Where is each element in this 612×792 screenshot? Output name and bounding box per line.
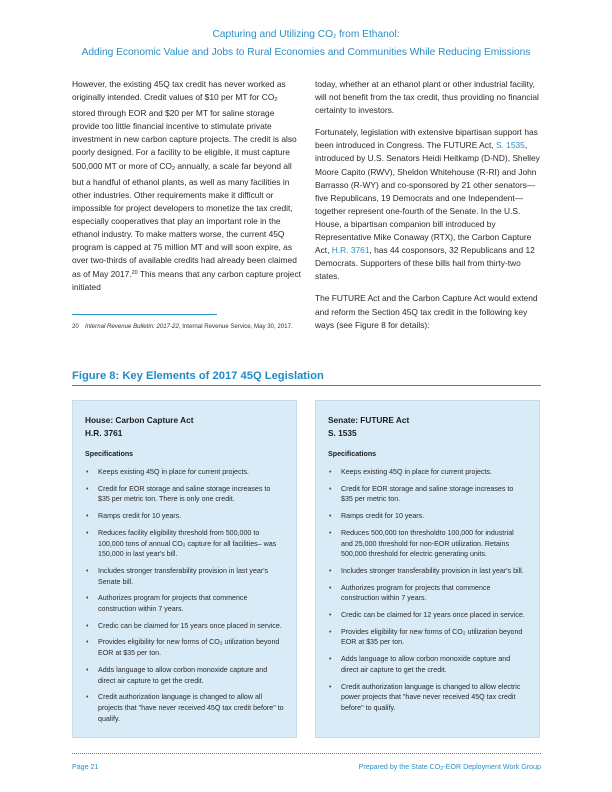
footnote [72, 322, 307, 331]
list-item: • Reduces 500,000 ton thresholdto 100,000 for industrial and 25,000 threshold for non-EOR utilization. Retains 500,000 threshold for electric generating units. [328, 528, 527, 560]
text: However, the existing 45Q tax credit has never worked as originally intended. Credit values of $10 per MT for CO [72, 79, 286, 103]
text: -EOR Deployment Work Group [443, 763, 541, 771]
footnote-source: Internal Revenue Bulletin: 2017-22 [85, 323, 179, 330]
senate-bill-title: Senate: FUTURE Act [328, 415, 410, 425]
footnote-divider [72, 314, 217, 315]
list-item: • Keeps existing 45Q in place for current projects. [85, 467, 284, 478]
subscript: 2 [274, 97, 278, 104]
specifications-label: Specifications [328, 450, 377, 458]
list-item: • Keeps existing 45Q in place for current projects. [328, 467, 527, 478]
footnote-rest: , Internal Revenue Service, May 30, 2017. [178, 323, 293, 330]
right-column [315, 78, 545, 341]
text: Prepared by the State CO [358, 763, 441, 771]
list-item: • Credic can be claimed for 12 years once placed in service. [328, 610, 527, 621]
footnote-text [85, 322, 293, 331]
header-title-text: Capturing and Utilizing CO [212, 29, 334, 40]
paragraph: today, whether at an ethanol plant or other industrial facility, will not benefit from the tax credit, thus providing no financial certainty to investors. [315, 79, 539, 116]
paragraph [72, 78, 302, 295]
senate-bill-number: S. 1535 [328, 427, 357, 438]
senate-spec-list [328, 467, 527, 714]
paragraph [315, 126, 545, 283]
list-item: • Adds language to allow corbon monoxide capture and direct air capture to get the credit. [85, 665, 284, 686]
list-item: • Adds language to allow corbon monoxide capture and direct air capture to get the credit. [328, 654, 527, 675]
footnote-number: 20 [72, 323, 79, 330]
list-item: • Ramps credit for 10 years. [85, 511, 284, 522]
text: Fortunately, legislation with extensive bipartisan support has been introduced in Congress. The FUTURE Act, [315, 127, 538, 151]
subscript: 2 [333, 34, 337, 40]
text: stored through EOR and $20 per MT for saline storage provide too little financial incentive to stimulate private investment in new carbon capture projects. The credit is also poorly designed. For a facility to be eligible, it must capture 500,000 MT or more of CO [72, 108, 297, 171]
footer-divider [72, 753, 541, 754]
text: This means that any carbon capture project initiated [72, 269, 301, 293]
house-spec-list [85, 467, 284, 724]
list-item: • Reduces facility eligibility threshold from 500,000 to 100,000 tons of annual CO₂ capture for all facilities– was 150,000 in last year's bill. [85, 528, 284, 560]
left-column [72, 78, 302, 295]
senate-bill-box [315, 400, 540, 738]
house-bill-number: H.R. 3761 [85, 427, 123, 438]
paragraph: The FUTURE Act and the Carbon Capture Act would extend and reform the Section 45Q tax credit in the following key ways (see Figure 8 for details): [315, 293, 538, 330]
link-hr3761[interactable]: H.R. 3761 [331, 245, 370, 256]
footer-credit [359, 763, 541, 772]
text: , has 44 cosponsors, 32 Republicans and 12 Democrats. Supporters of these bills hail from thirty-two states. [315, 245, 535, 282]
list-item: • Includes stronger transferability provision in last year's bill. [328, 566, 527, 577]
header-title-line2: Adding Economic Value and Jobs to Rural Economies and Communities While Reducing Emissions [81, 47, 531, 58]
specifications-label: Specifications [85, 450, 134, 458]
list-item: • Authorizes program for projects that commence construction within 7 years. [328, 583, 527, 604]
page-number: Page 21 [72, 763, 99, 771]
list-item: • Authorizes program for projects that commence construction within 7 years. [85, 593, 284, 614]
header-title-line1 [0, 27, 612, 45]
text: annually, a scale far beyond all but a handful of ethanol plants, as well as many facilities in other industries. Other requirements make it difficult or impossible for project developers to monetize the tax credit, especially cooperatives that play an important role in the ethanol industry. To make matters worse, the current 45Q program is capped at 75 million MT and will soon expire, as over two-thirds of available credits had already been claimed as of May 2017. [72, 160, 297, 280]
list-item: • Credit authorization language is changed to allow all projects that "have never received 45Q tax credit before" to qualify. [85, 692, 284, 724]
figure-title: Figure 8: Key Elements of 2017 45Q Legislation [72, 370, 541, 386]
footnote-reference[interactable]: 20 [131, 270, 138, 277]
running-header [0, 27, 612, 61]
text: , introduced by U.S. Senators Heidi Heitkamp (D-ND), Shelley Moore Capito (RWV), Sheldon Whitehouse (R-RI) and John Barrasso (R-WY) and co-sponsored by 21 other senators—five Republicans, 19 Democrats and one Independent—together represent one-fourth of the Senate. In the U.S. House, a bipartisan companion bill introduced by Representative Mike Conaway (RTX), the Carbon Capture Act, [315, 140, 540, 256]
list-item: • Includes stronger transferability provision in last year's Senate bill. [85, 566, 284, 587]
list-item: • Credit for EOR storage and saline storage increases to $35 per metric ton. There is only one credit. [85, 484, 284, 505]
subscript: 2 [440, 766, 444, 772]
link-s1535[interactable]: S. 1535 [495, 140, 525, 151]
house-bill-box [72, 400, 297, 738]
list-item: • Ramps credit for 10 years. [328, 511, 527, 522]
house-bill-title: House: Carbon Capture Act [85, 415, 194, 425]
page-footer [72, 763, 541, 772]
list-item: • Provides eligibility for new forms of CO₂ utilization beyond EOR at $35 per ton. [85, 637, 284, 658]
list-item: • Credit authorization language is changed to allow electric power projects that "have never received 45Q tax credit before" to qualify. [328, 682, 527, 714]
list-item: • Provides eligibility for new forms of CO₂ utilization beyond EOR at $35 per ton. [328, 627, 527, 648]
list-item: • Credit for EOR storage and saline storage increases to $35 per metric ton. [328, 484, 527, 505]
header-title-text: from Ethanol: [336, 29, 400, 40]
list-item: • Credic can be claimed for 15 years once placed in service. [85, 621, 284, 632]
subscript: 2 [171, 165, 175, 172]
